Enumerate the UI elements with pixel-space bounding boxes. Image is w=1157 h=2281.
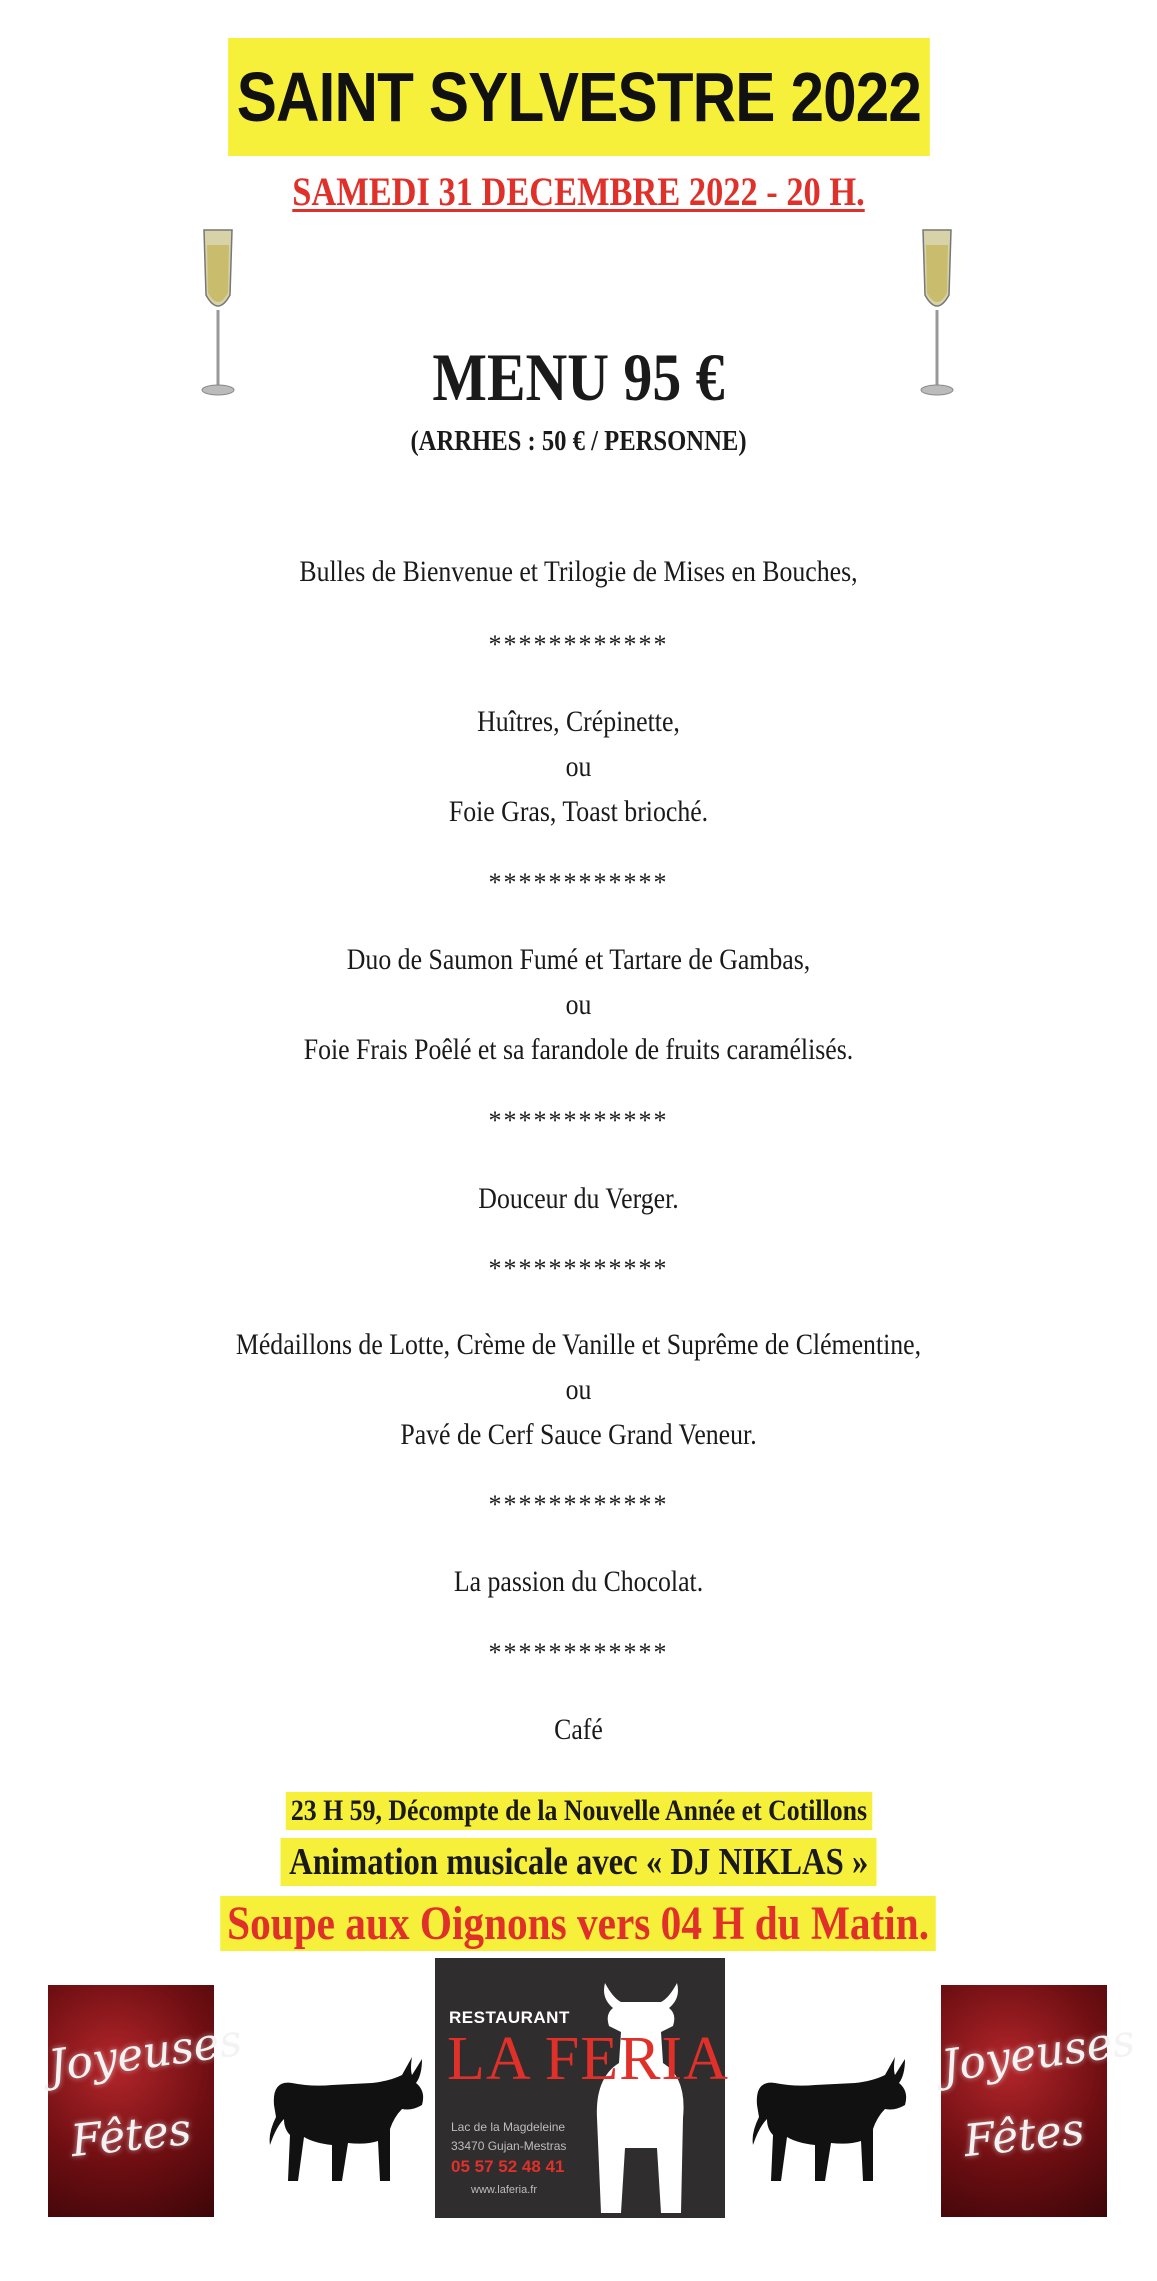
soup-text: Soupe aux Oignons vers 04 H du Matin. (221, 1896, 937, 1951)
or-label: ou (565, 1373, 592, 1406)
separator: ************ (488, 1106, 669, 1135)
greeting-line-1: Joyeuses (938, 2014, 1139, 2093)
course-coffee: Café (554, 1713, 603, 1746)
menu-price: MENU 95 € (432, 339, 725, 415)
separator: ************ (488, 868, 669, 897)
greeting-card-left (45, 1985, 246, 2217)
logo-website: www.laferia.fr (471, 2184, 538, 2196)
greeting-line-2: Fêtes (961, 2103, 1087, 2168)
logo-restaurant-label: RESTAURANT (449, 2008, 570, 2027)
greeting-line-2: Fêtes (68, 2103, 194, 2168)
event-date: SAMEDI 31 DECEMBRE 2022 - 20 H. (292, 169, 865, 214)
music-line (0, 1838, 1157, 1886)
separator: ************ (488, 630, 669, 659)
countdown-line (0, 1792, 1157, 1830)
page-title: SAINT SYLVESTRE 2022 (228, 38, 929, 156)
countdown-text: 23 H 59, Décompte de la Nouvelle Année et Cotillons (285, 1792, 871, 1830)
music-text: Animation musicale avec « DJ NIKLAS » (280, 1838, 876, 1886)
course-starter-option-2: Foie Gras, Toast brioché. (448, 795, 709, 828)
course-entree-option-1: Duo de Saumon Fumé et Tartare de Gambas, (346, 943, 811, 976)
logo-phone: 05 57 52 48 41 (451, 2157, 565, 2176)
course-sorbet: Douceur du Verger. (478, 1182, 679, 1215)
separator: ************ (488, 1254, 669, 1283)
bull-silhouette-icon (745, 2045, 915, 2185)
separator: ************ (488, 1638, 669, 1667)
logo-brand-name: LA FERIA (447, 2025, 729, 2093)
course-main-option-1: Médaillons de Lotte, Crème de Vanille et Suprême de Clémentine, (235, 1328, 922, 1361)
course-starter-option-1: Huîtres, Crépinette, (477, 705, 680, 738)
course-welcome: Bulles de Bienvenue et Trilogie de Mises en Bouches, (299, 555, 858, 588)
course-entree-option-2: Foie Frais Poêlé et sa farandole de fruits caramélisés. (303, 1033, 854, 1066)
logo-address-line-1: Lac de la Magdeleine (451, 2120, 566, 2134)
bull-silhouette-icon (262, 2045, 432, 2185)
soup-line (0, 1896, 1157, 1951)
restaurant-logo (435, 1958, 729, 2218)
or-label: ou (565, 750, 592, 783)
course-dessert: La passion du Chocolat. (453, 1565, 704, 1598)
greeting-line-1: Joyeuses (45, 2014, 246, 2093)
deposit-note: (ARRHES : 50 € / PERSONNE) (410, 426, 747, 457)
separator: ************ (488, 1490, 669, 1519)
title-block (0, 38, 1157, 156)
course-main-option-2: Pavé de Cerf Sauce Grand Veneur. (400, 1418, 757, 1451)
or-label: ou (565, 988, 592, 1021)
logo-address-line-2: 33470 Gujan-Mestras (451, 2139, 567, 2153)
greeting-card-right (938, 1985, 1139, 2217)
